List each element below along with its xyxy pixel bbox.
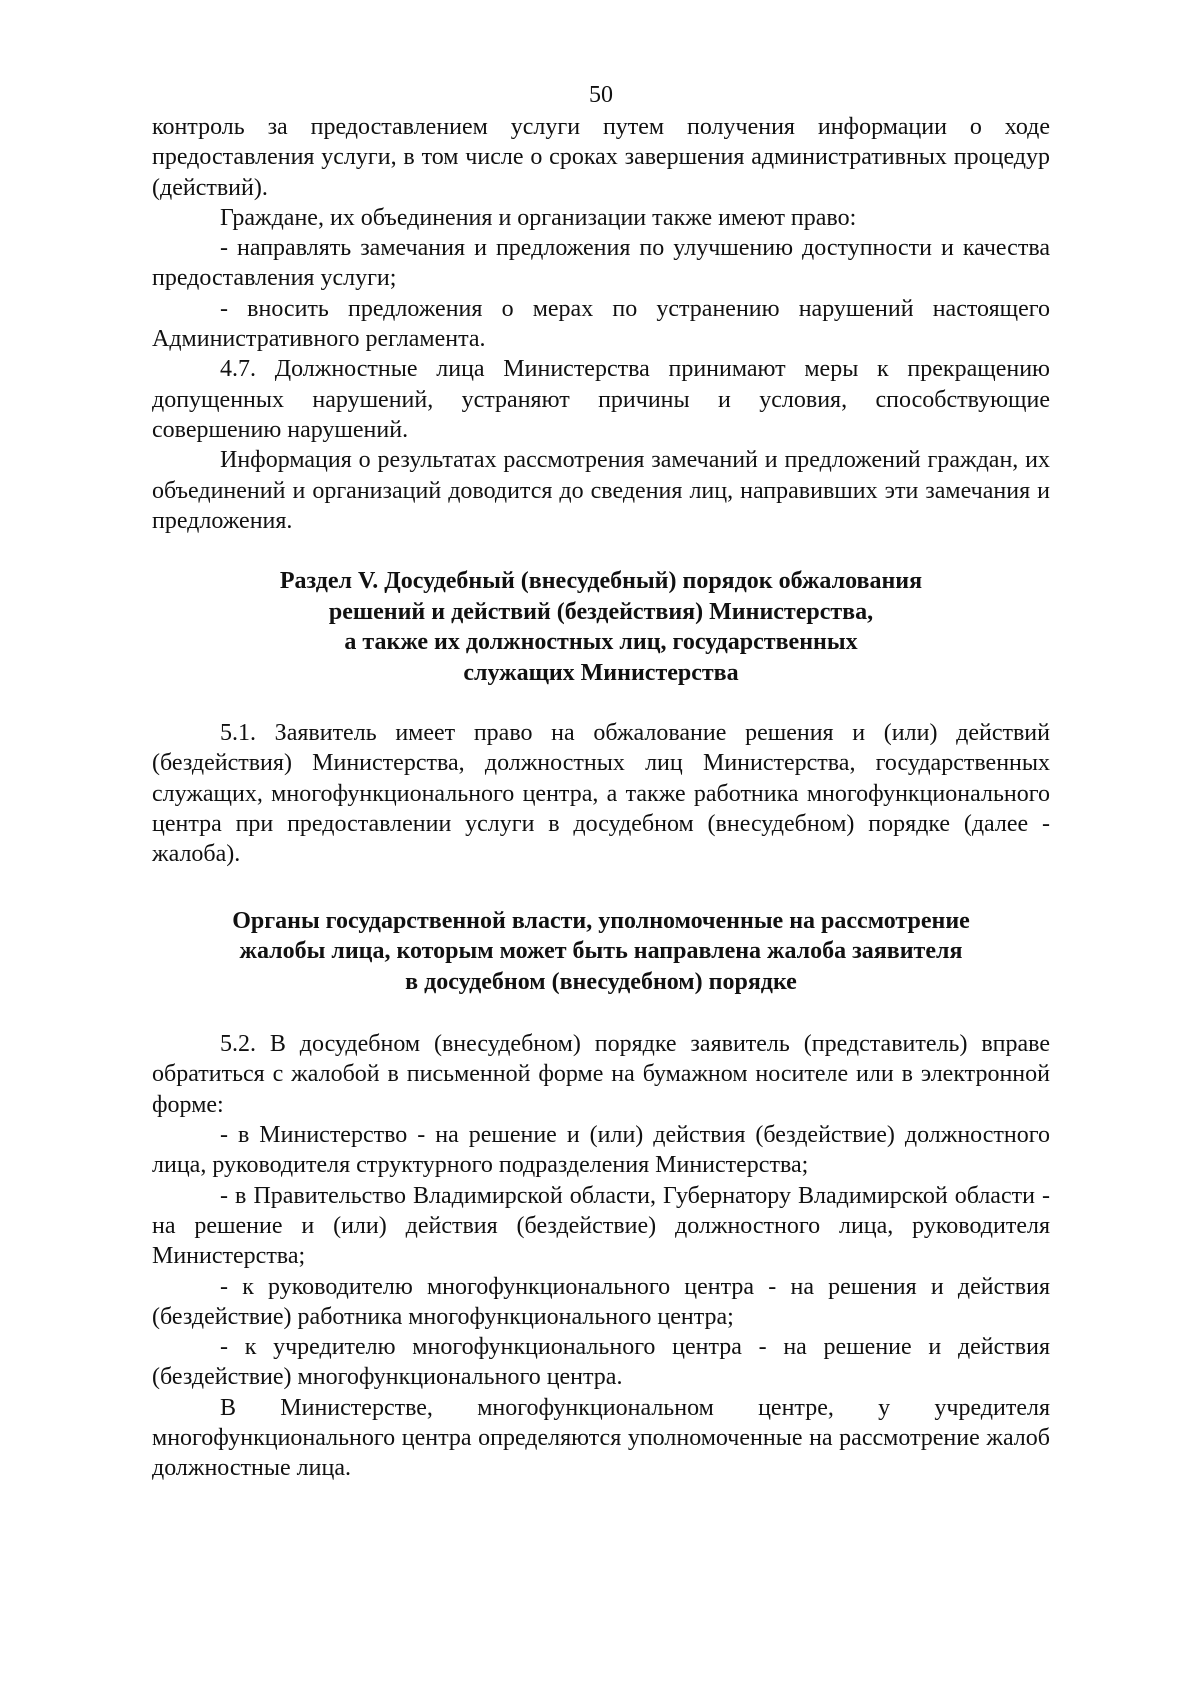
paragraph-4-7: 4.7. Должностные лица Министерства принимают меры к прекращению допущенных нарушений, устраняют причины и условия, способствующие совершению нарушений. <box>152 356 1050 443</box>
section-5-heading-line: служащих Министерства <box>463 659 739 686</box>
paragraph-block-oversight <box>152 112 1050 536</box>
paragraph-control-continuation: контроль за предоставлением услуги путем получения информации о ходе предоставления услуги, в том числе о сроках завершения административных процедур (действий). <box>152 114 1050 201</box>
paragraph-authorized-officials: В Министерстве, многофункциональном центре, у учредителя многофункционального центра определяются уполномоченные на рассмотрение жалоб должностные лица. <box>152 1394 1050 1482</box>
list-item-submit-proposals: - вносить предложения о мерах по устранению нарушений настоящего Административного регламента. <box>152 295 1050 353</box>
list-item-mfc-head: - к руководителю многофункционального центра - на решения и действия (бездействие) работника многофункционального центра; <box>152 1273 1050 1330</box>
section-5-heading-line: а также их должностных лиц, государственных <box>344 629 858 656</box>
list-item-ministry: - в Министерство - на решение и (или) действия (бездействие) должностного лица, руководителя структурного подразделения Министерства; <box>152 1122 1050 1179</box>
organs-heading-line: в досудебном (внесудебном) порядке <box>405 968 797 995</box>
paragraph-5-2: 5.2. В досудебном (внесудебном) порядке заявитель (представитель) вправе обратиться с жалобой в письменной форме на бумажном носителе или в электронной форме: <box>152 1031 1050 1118</box>
list-item-government-governor: - в Правительство Владимирской области, Губернатору Владимирской области - на решение и (или) действия (бездействие) должностного лица, руководителя Министерства; <box>152 1182 1050 1270</box>
paragraph-citizens-rights: Граждане, их объединения и организации также имеют право: <box>220 204 857 231</box>
section-5-heading-line: решений и действий (бездействия) Министерства, <box>328 598 874 625</box>
organs-heading-line: жалобы лица, которым может быть направлена жалоба заявителя <box>239 938 963 965</box>
document-page <box>152 78 1050 1484</box>
list-item-mfc-founder: - к учредителю многофункционального центра - на решение и действия (бездействие) многофункционального центра. <box>152 1334 1050 1391</box>
paragraph-5-1: 5.1. Заявитель имеет право на обжалование решения и (или) действий (бездействия) Министерства, должностных лиц Министерства, государственных служащих, многофункционального центра, а также работника многофункционального центра при предоставлении услуги в досудебном (внесудебном) порядке (далее - жалоба). <box>152 720 1050 868</box>
page-number: 50 <box>589 82 613 108</box>
list-item-send-remarks: - направлять замечания и предложения по улучшению доступности и качества предоставления услуги; <box>152 235 1050 292</box>
organs-heading-line: Органы государственной власти, уполномоченные на рассмотрение <box>232 907 970 934</box>
section-5-heading <box>152 566 1050 688</box>
paragraph-review-results: Информация о результатах рассмотрения замечаний и предложений граждан, их объединений и организаций доводится до сведения лиц, направивших эти замечания и предложения. <box>152 447 1050 534</box>
organs-heading <box>152 906 1050 998</box>
section-5-heading-line: Раздел V. Досудебный (внесудебный) порядок обжалования <box>279 568 923 595</box>
paragraph-block-complaints <box>152 1029 1050 1483</box>
